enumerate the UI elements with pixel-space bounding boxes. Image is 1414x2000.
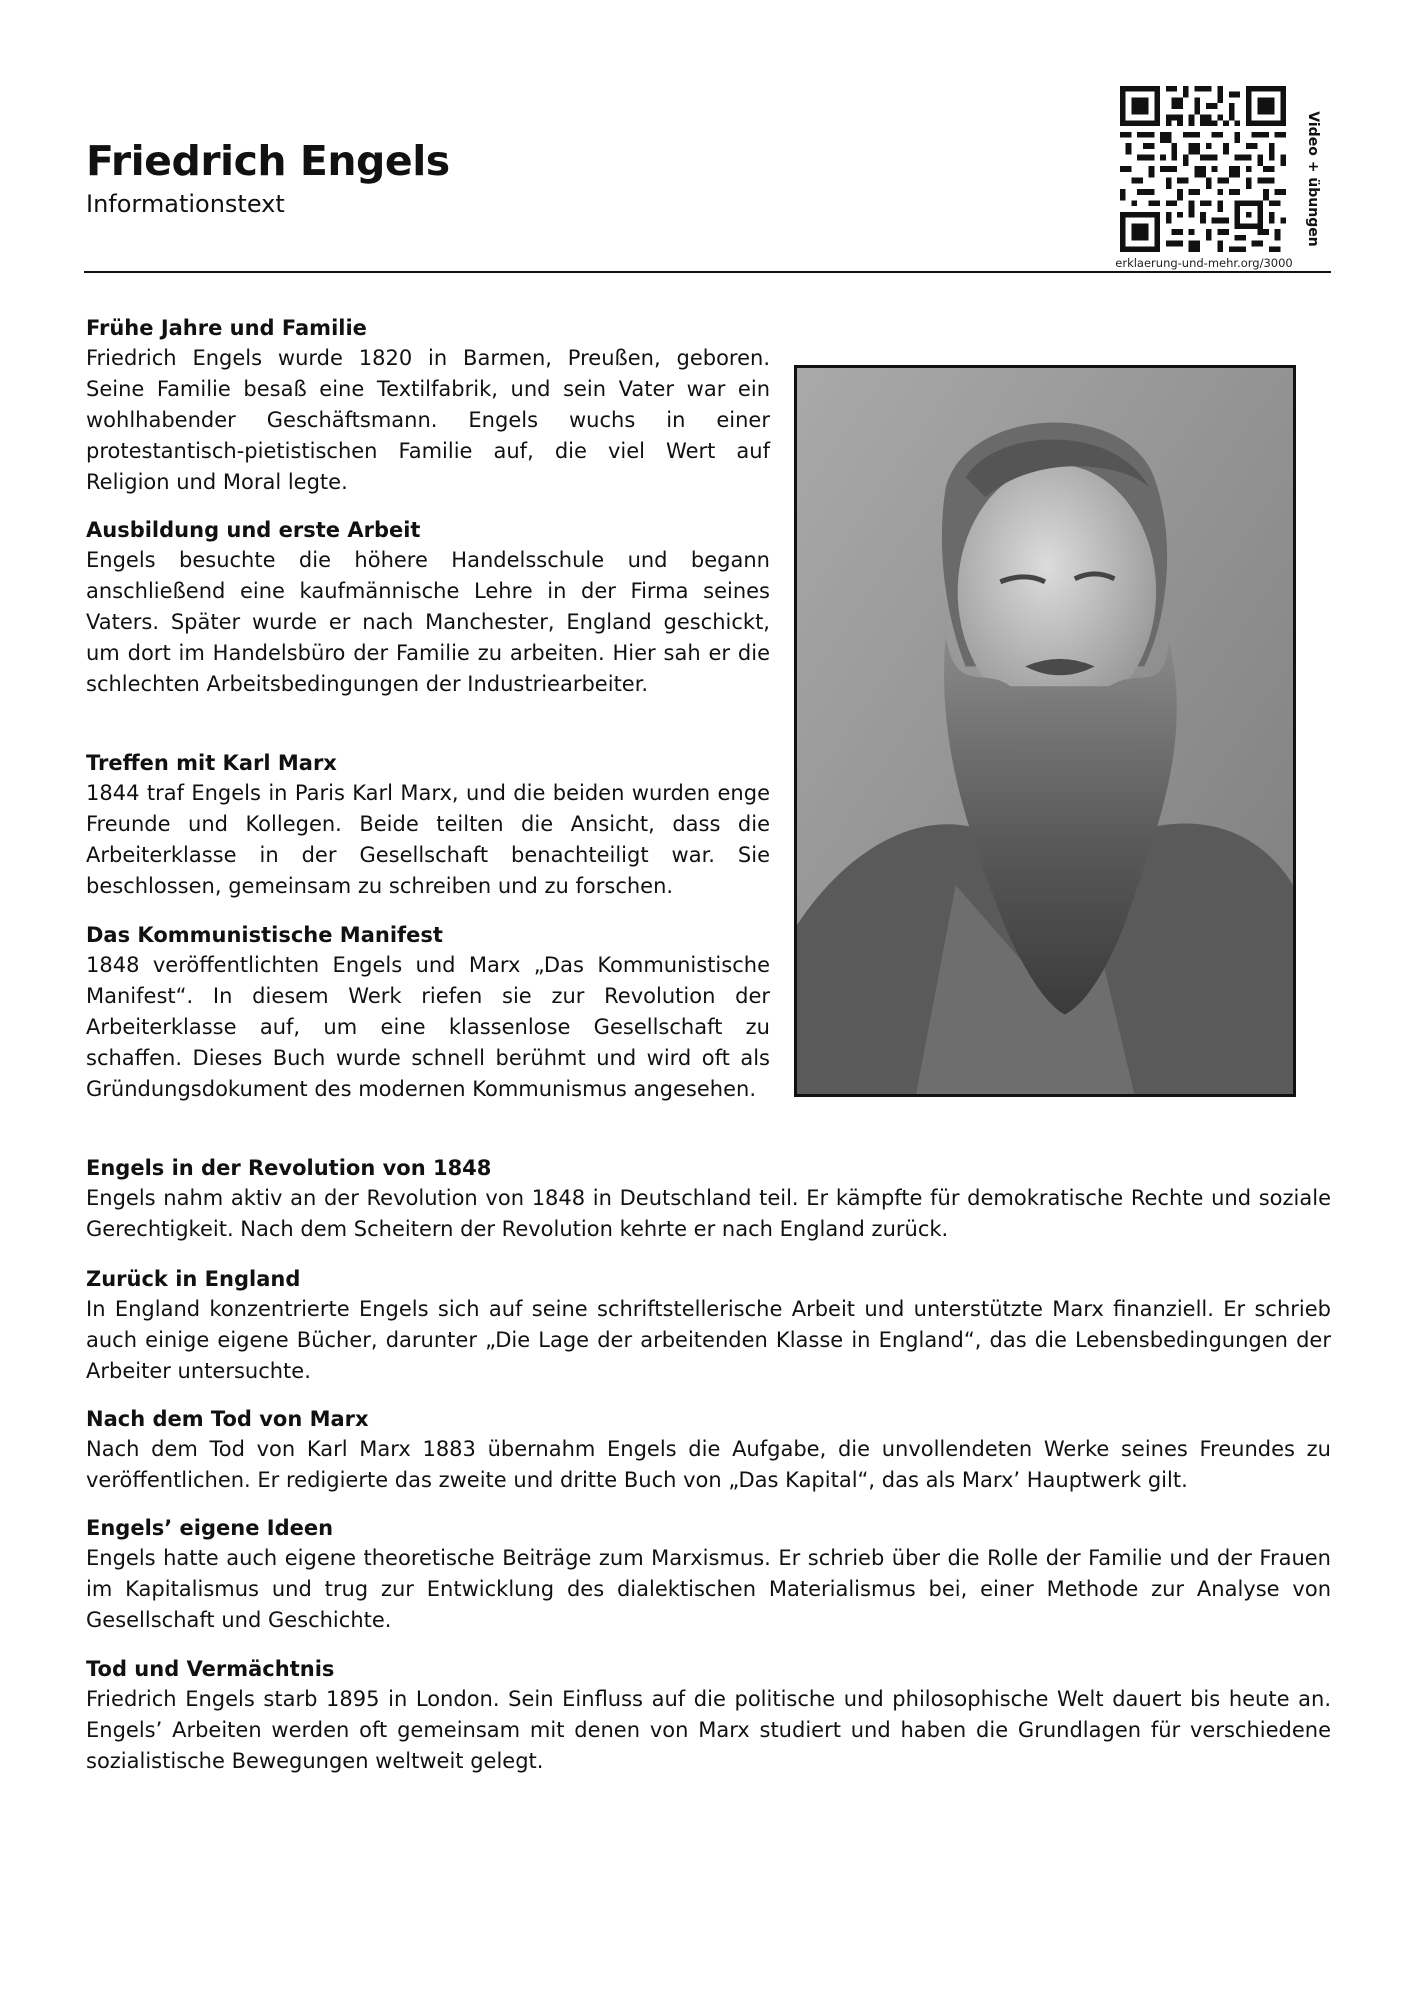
- section-heading: Ausbildung und erste Arbeit: [86, 518, 421, 542]
- qr-code[interactable]: [1118, 86, 1288, 252]
- section-body: Engels besuchte die höhere Handelsschule und begann anschließend eine kaufmännische Lehre in der Firma seines Vaters. Später wurde er nach Manchester, England geschickt, um dort im Handelsbüro der Familie zu arbeiten. Hier sah er die schlechten Arbeitsbedingungen der Industriearbeiter.: [86, 548, 770, 696]
- section-heading: Engels in der Revolution von 1848: [86, 1156, 492, 1180]
- page-subtitle: Informationstext: [86, 190, 285, 218]
- section-heading: Das Kommunistische Manifest: [86, 923, 443, 947]
- section-meeting-marx: [86, 748, 770, 902]
- section-heading: Engels’ eigene Ideen: [86, 1516, 334, 1540]
- section-manifesto: [86, 920, 770, 1105]
- section-own-ideas: [86, 1513, 1331, 1636]
- section-body: Engels nahm aktiv an der Revolution von 1848 in Deutschland teil. Er kämpfte für demokratische Rechte und soziale Gerechtigkeit. Nach dem Scheitern der Revolution kehrte er nach England zurück.: [86, 1186, 1331, 1241]
- qr-side-text: Video + übungen: [1305, 111, 1321, 247]
- section-heading: Treffen mit Karl Marx: [86, 751, 337, 775]
- section-early-years: [86, 313, 770, 498]
- section-revolution-1848: [86, 1153, 1331, 1245]
- section-body: 1844 traf Engels in Paris Karl Marx, und die beiden wurden enge Freunde und Kollegen. Beide teilten die Ansicht, dass die Arbeiterklasse in der Gesellschaft benachteiligt war. Sie beschlossen, gemeinsam zu schreiben und zu forschen.: [86, 781, 770, 898]
- section-body: In England konzentrierte Engels sich auf seine schriftstellerische Arbeit und unterstützte Marx finanziell. Er schrieb auch einige eigene Bücher, darunter „Die Lage der arbeitenden Klasse in England“, das die Lebensbedingungen der Arbeiter untersuchte.: [86, 1297, 1331, 1383]
- section-body: Friedrich Engels starb 1895 in London. Sein Einfluss auf die politische und philosophische Welt dauert bis heute an. Engels’ Arbeiten werden oft gemeinsam mit denen von Marx studiert und haben die Grundlagen für verschiedene sozialistische Bewegungen weltweit gelegt.: [86, 1687, 1331, 1773]
- section-heading: Tod und Vermächtnis: [86, 1657, 335, 1681]
- section-back-in-england: [86, 1264, 1331, 1387]
- header-divider: [84, 271, 1331, 273]
- section-education: [86, 515, 770, 700]
- section-body: Nach dem Tod von Karl Marx 1883 übernahm Engels die Aufgabe, die unvollendeten Werke seines Freundes zu veröffentlichen. Er redigierte das zweite und dritte Buch von „Das Kapital“, das als Marx’ Hauptwerk gilt.: [86, 1437, 1331, 1492]
- section-heading: Frühe Jahre und Familie: [86, 316, 367, 340]
- section-death-legacy: [86, 1654, 1331, 1777]
- section-body: 1848 veröffentlichten Engels und Marx „Das Kommunistische Manifest“. In diesem Werk riefen sie zur Revolution der Arbeiterklasse auf, um eine klassenlose Gesellschaft zu schaffen. Dieses Buch wurde schnell berühmt und wird oft als Gründungsdokument des modernen Kommunismus angesehen.: [86, 953, 770, 1101]
- section-body: Friedrich Engels wurde 1820 in Barmen, Preußen, geboren. Seine Familie besaß eine Textilfabrik, und sein Vater war ein wohlhabender Geschäftsmann. Engels wuchs in einer protestantisch-pietistischen Familie auf, die viel Wert auf Religion und Moral legte.: [86, 346, 770, 494]
- section-heading: Zurück in England: [86, 1267, 301, 1291]
- portrait-photo: [794, 365, 1296, 1097]
- page-title: Friedrich Engels: [86, 137, 450, 185]
- section-body: Engels hatte auch eigene theoretische Beiträge zum Marxismus. Er schrieb über die Rolle der Familie und der Frauen im Kapitalismus und trug zur Entwicklung des dialektischen Materialismus bei, einer Methode zur Analyse von Gesellschaft und Geschichte.: [86, 1546, 1331, 1632]
- qr-url-label: erklaerung-und-mehr.org/3000: [1115, 256, 1293, 270]
- section-heading: Nach dem Tod von Marx: [86, 1407, 369, 1431]
- qr-side-label: [1296, 104, 1330, 254]
- section-after-marx-death: [86, 1404, 1331, 1496]
